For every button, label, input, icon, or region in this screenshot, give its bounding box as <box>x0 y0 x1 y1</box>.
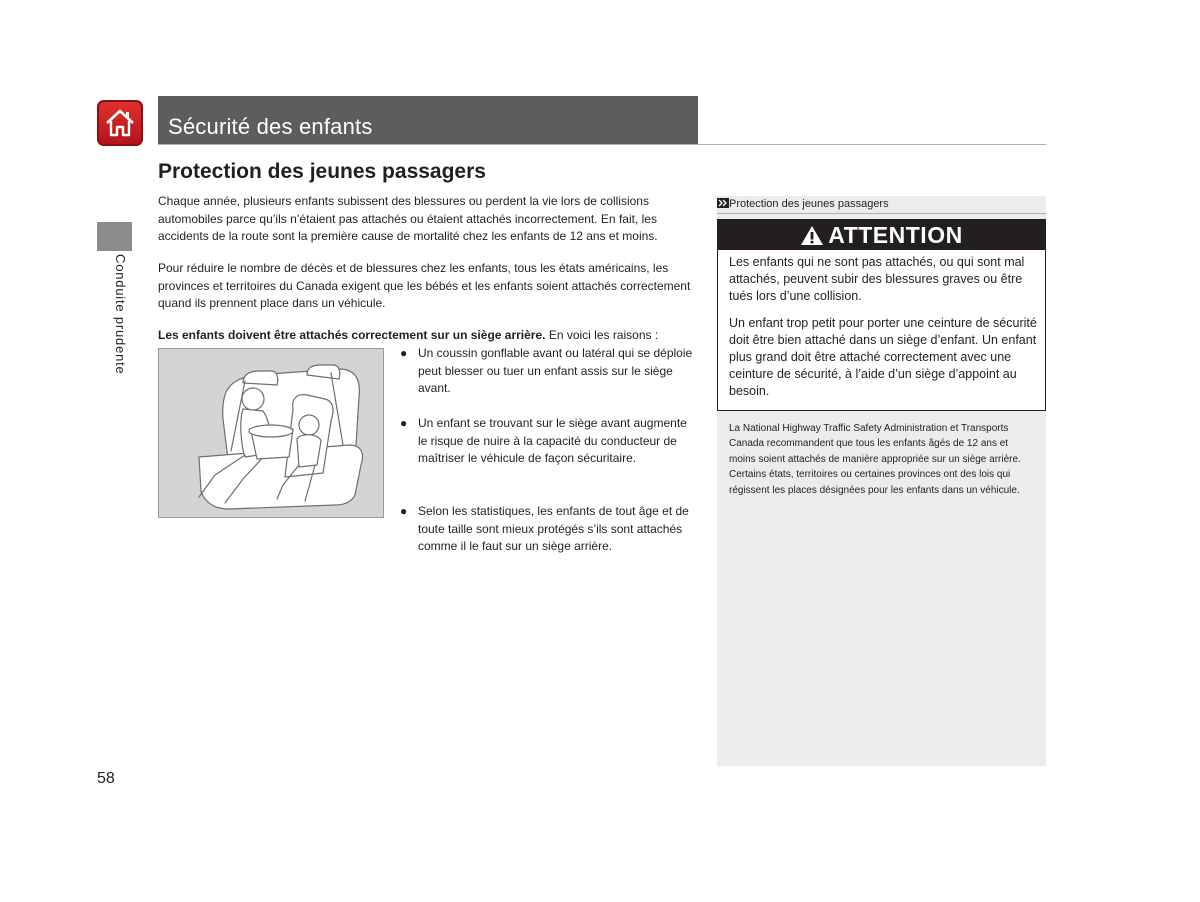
bullet-icon: ● <box>400 504 408 518</box>
double-arrow-icon <box>717 198 729 208</box>
sidebar-divider <box>717 213 1046 214</box>
reason-text: Selon les statistiques, les enfants de tout âge et de toute taille sont mieux protégés s’ils sont attachés comme il le faut sur un siège arrière. <box>418 504 689 553</box>
reason-text: Un coussin gonflable avant ou latéral qui se déploie peut blesser ou tuer un enfant assis sur le siège avant. <box>418 346 693 395</box>
bullet-icon: ● <box>400 416 408 430</box>
reason-list-item <box>400 415 698 468</box>
warning-title-bar <box>718 220 1045 250</box>
sidebar-reference-label: Protection des jeunes passagers <box>729 198 889 210</box>
section-title: Sécurité des enfants <box>168 114 373 139</box>
regulation-paragraph: Pour réduire le nombre de décès et de blessures chez les enfants, tous les états américains, les provinces et territoires du Canada exigent que les bébés et les enfants soient attachés correctement quand ils prennent place dans un véhicule. <box>158 261 691 310</box>
warning-triangle-icon <box>800 225 824 246</box>
reason-list-item <box>400 503 698 556</box>
warning-title: ATTENTION <box>828 221 963 248</box>
rear-seat-illustration <box>158 348 384 518</box>
page-number: 58 <box>97 770 115 787</box>
reasons-lead-rest: En voici les raisons : <box>545 328 659 342</box>
reasons-lead-bold: Les enfants doivent être attachés correctement sur un siège arrière. <box>158 328 546 342</box>
reasons-lead <box>158 327 700 345</box>
home-button[interactable] <box>97 100 143 146</box>
reason-list-item <box>400 345 698 398</box>
bullet-icon: ● <box>400 346 408 360</box>
header-divider <box>158 144 1046 145</box>
page-heading: Protection des jeunes passagers <box>158 160 486 183</box>
sidebar-note: La National Highway Traffic Safety Administration et Transports Canada recommandent que tous les enfants âgés de 12 ans et moins soient attachés de manière appropriée sur un siège arrière. Certains états, territoires ou certaines provinces ont des lois qui régissent les places désignées pour les enfants dans un véhicule. <box>729 423 1021 496</box>
warning-text: Un enfant trop petit pour porter une ceinture de sécurité doit être bien attaché dans un siège d’enfant. Un enfant plus grand doit être attaché correctement avec une ceinture de sécurité, à l’aide d’un siège d’appoint au besoin. <box>729 316 1037 398</box>
chapter-tab-label: Conduite prudente <box>113 254 128 375</box>
sidebar-reference[interactable] <box>717 196 889 212</box>
warning-text: Les enfants qui ne sont pas attachés, ou qui sont mal attachés, peuvent subir des blessures graves ou être tués lors d’une collision. <box>729 255 1025 303</box>
intro-paragraph: Chaque année, plusieurs enfants subissent des blessures ou perdent la vie lors de collisions automobiles parce qu’ils n’étaient pas attachés ou étaient attachés incorrectement. En fait, les accidents de la route sont la première cause de mortalité chez les enfants de 12 ans et moins. <box>158 194 658 243</box>
chapter-tab-marker[interactable] <box>97 222 132 251</box>
rear-seat-drawing <box>159 349 383 517</box>
home-icon <box>103 106 137 140</box>
reason-text: Un enfant se trouvant sur le siège avant augmente le risque de nuire à la capacité du conducteur de maîtriser le véhicule de façon sécuritaire. <box>418 416 687 465</box>
